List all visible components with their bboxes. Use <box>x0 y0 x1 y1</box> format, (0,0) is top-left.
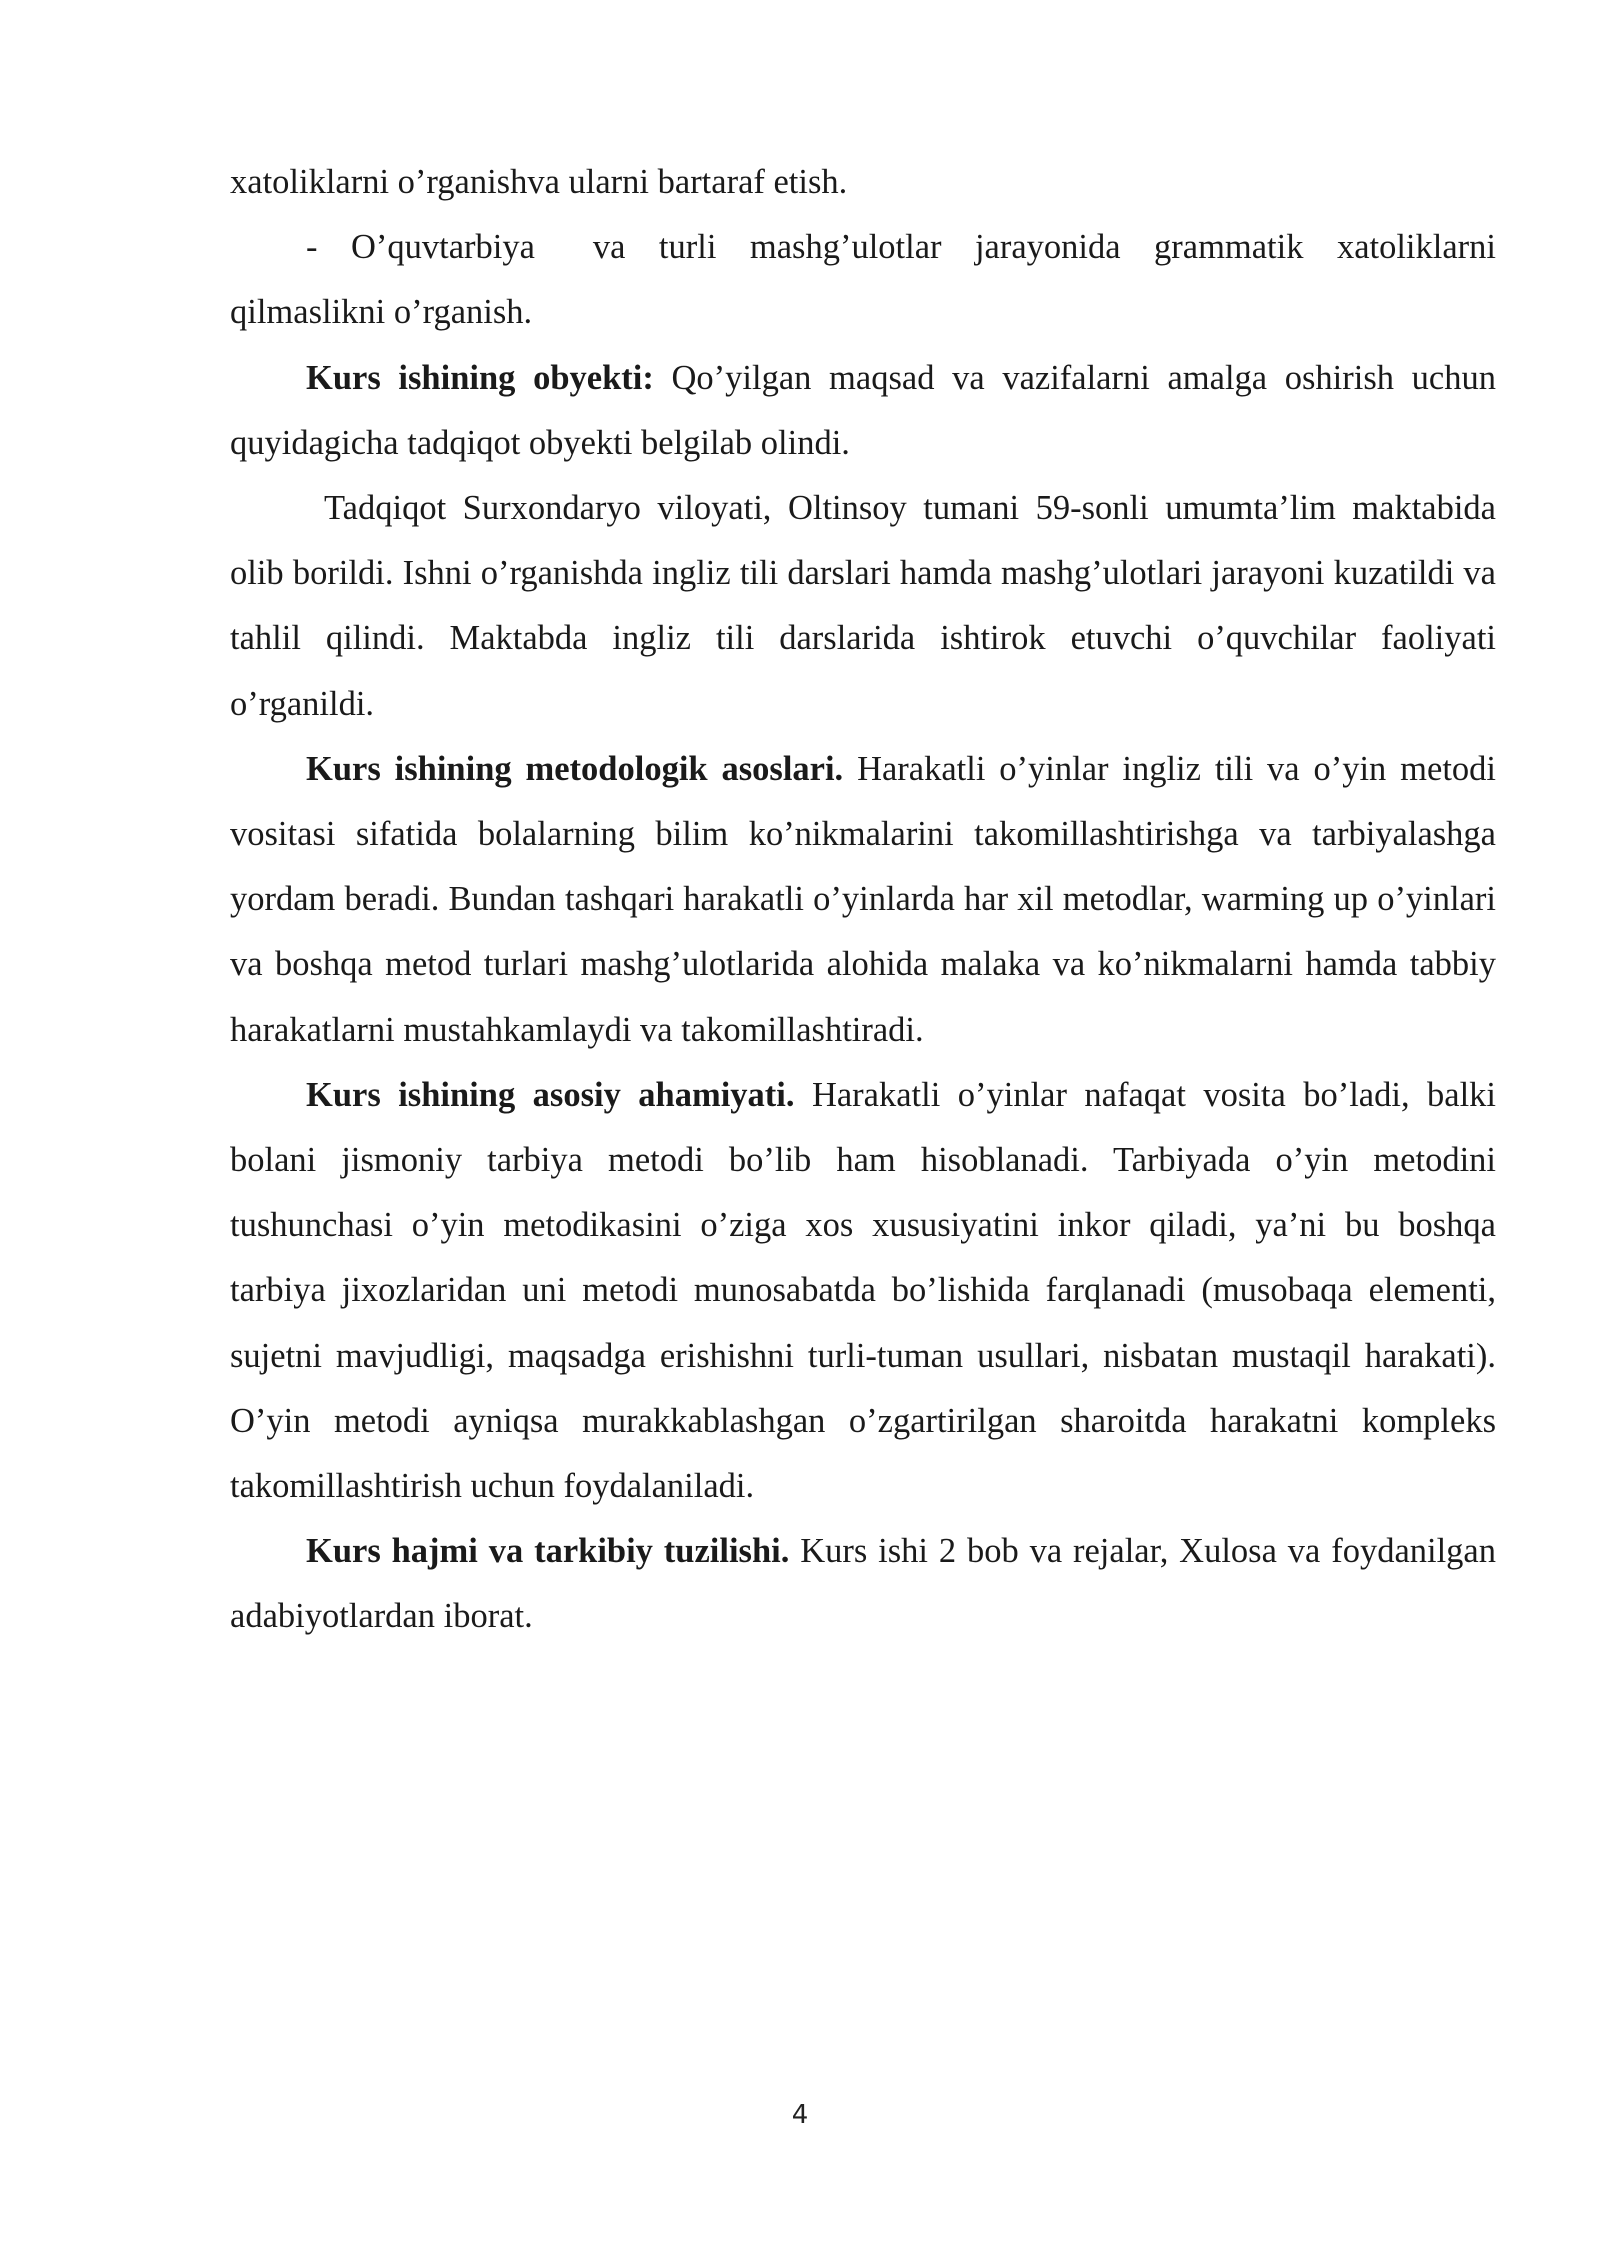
paragraph-continuation <box>230 150 1496 215</box>
paragraph-significance <box>230 1063 1496 1519</box>
paragraph-heading: Kurs ishining asosiy ahamiyati. <box>306 1075 795 1114</box>
paragraph-methodology <box>230 737 1496 1063</box>
document-page <box>230 150 1496 1650</box>
paragraph-text: xatoliklarni o’rganishva ularni bartaraf etish. <box>230 163 848 201</box>
paragraph-research-location <box>230 476 1496 737</box>
paragraph-text: Harakatli o’yinlar nafaqat vosita bo’ladi, balki bolani jismoniy tarbiya metodi bo’lib ham hisoblanadi. Tarbiyada o’yin metodini tushunchasi o’yin metodikasini o’ziga xos xususiyatini inkor qiladi, ya’ni bu boshqa tarbiya jixozlaridan uni metodi munosabatda bo’lishida farqlanadi (musobaqa elementi, sujetni mavjudligi, maqsadga erishishni turli-tuman usullari, nisbatan mustaqil harakati). O’yin metodi ayniqsa murakkablashgan o’zgartirilgan sharoitda harakatni kompleks takomillashtirish uchun foydalaniladi. <box>230 1075 1496 1506</box>
paragraph-heading: Kurs ishining metodologik asoslari. <box>306 749 844 788</box>
paragraph-text: Qo’yilgan maqsad va vazifalarni amalga oshirish uchun quyidagicha tadqiqot obyekti belgilab olindi. <box>230 358 1496 462</box>
paragraph-structure <box>230 1519 1496 1649</box>
paragraph-heading: Kurs ishining obyekti: <box>306 358 654 397</box>
page-number: 4 <box>791 2100 809 2130</box>
paragraph-text: Tadqiqot Surxondaryo viloyati, Oltinsoy tumani 59-sonli umumta’lim maktabida olib borildi. Ishni o’rganishda ingliz tili darslari hamda mashg’ulotlari jarayoni kuzatildi va tahlil qilindi. Maktabda ingliz tili darslarida ishtirok etuvchi o’quvchilar faoliyati o’rganildi. <box>230 489 1496 723</box>
paragraph-list-item <box>230 215 1496 345</box>
paragraph-text: Kurs ishi 2 bob va rejalar, Xulosa va foydanilgan adabiyotlardan iborat. <box>230 1532 1496 1636</box>
paragraph-text-part-b: va turli mashg’ulotlar jarayonida grammatik xatoliklarni qilmaslikni o’rganish. <box>230 228 1496 332</box>
paragraph-heading: Kurs hajmi va tarkibiy tuzilishi. <box>306 1532 790 1571</box>
paragraph-text: Harakatli o’yinlar ingliz tili va o’yin metodi vositasi sifatida bolalarning bilim ko’nikmalarini takomillashtirishga va tarbiyalashga yordam beradi. Bundan tashqari harakatli o’yinlarda har xil metodlar, warming up o’yinlari va boshqa metod turlari mashg’ulotlarida alohida malaka va ko’nikmalarni hamda tabbiy harakatlarni mustahkamlaydi va takomillashtiradi. <box>230 749 1496 1049</box>
paragraph-research-object <box>230 346 1496 476</box>
paragraph-text-part-a: - O’quvtarbiya <box>306 228 535 267</box>
